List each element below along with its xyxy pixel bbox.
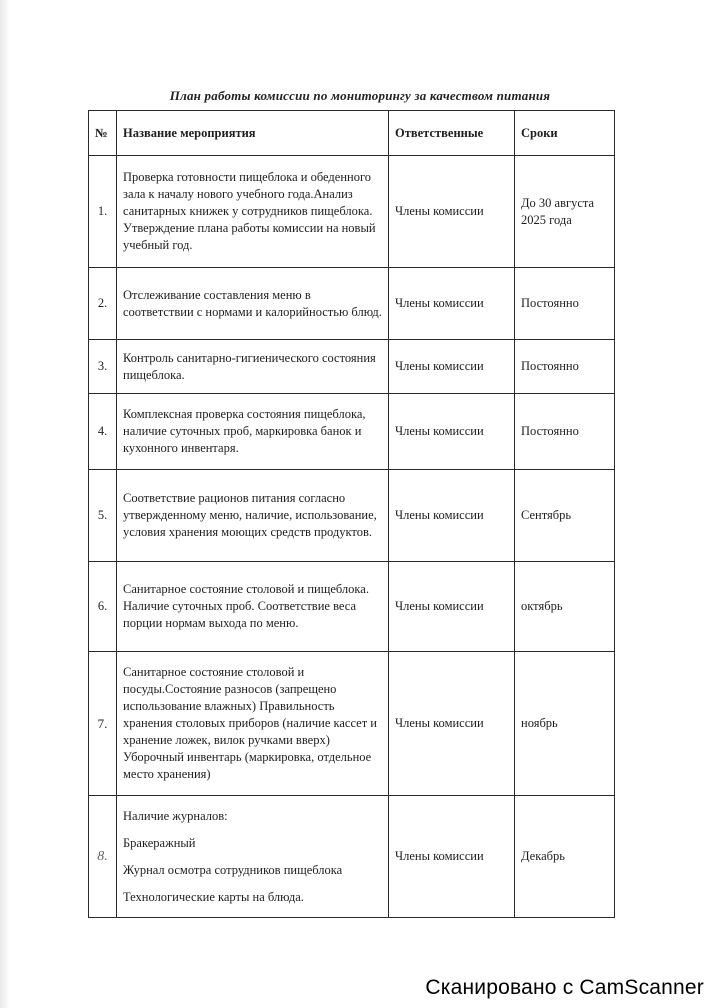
deadline: октябрь bbox=[515, 562, 615, 652]
table-row bbox=[89, 470, 615, 562]
responsible: Члены комиссии bbox=[389, 268, 515, 340]
deadline: ноябрь bbox=[515, 652, 615, 796]
table-row bbox=[89, 796, 615, 918]
deadline: Постоянно bbox=[515, 394, 615, 470]
table-row bbox=[89, 394, 615, 470]
row-number: 3. bbox=[89, 340, 117, 394]
responsible: Члены комиссии bbox=[389, 340, 515, 394]
event-name: Проверка готовности пищеблока и обеденного зала к началу нового учебного года.Анализ санитарных книжек у сотрудников пищеблока. Утверждение плана работы комиссии на новый учебный год. bbox=[117, 156, 389, 268]
journal-item: Бракеражный bbox=[123, 835, 196, 850]
deadline: Сентябрь bbox=[515, 470, 615, 562]
event-name: Соответствие рационов питания согласно утвержденному меню, наличие, использование, условия хранения моющих средств продуктов. bbox=[117, 470, 389, 562]
deadline: Постоянно bbox=[515, 340, 615, 394]
journal-item: Журнал осмотра сотрудников пищеблока bbox=[123, 862, 343, 877]
scan-edge-shadow bbox=[0, 0, 10, 1008]
header-deadline: Сроки bbox=[515, 111, 615, 156]
deadline: Декабрь bbox=[515, 796, 615, 918]
row-number: 8. bbox=[89, 796, 117, 918]
row-number: 5. bbox=[89, 470, 117, 562]
responsible: Члены комиссии bbox=[389, 796, 515, 918]
header-event-name: Название мероприятия bbox=[117, 111, 389, 156]
table-header-row bbox=[89, 111, 615, 156]
responsible: Члены комиссии bbox=[389, 156, 515, 268]
table-row bbox=[89, 268, 615, 340]
table-row bbox=[89, 562, 615, 652]
event-name: Санитарное состояние столовой и посуды.Состояние разносов (запрещено использование влажных) Правильность хранения столовых приборов (наличие кассет и хранение ложек, вилок ручками вверх) Уборочный инвентарь (маркировка, отдельное место хранения) bbox=[117, 652, 389, 796]
event-name-list bbox=[117, 796, 389, 918]
responsible: Члены комиссии bbox=[389, 394, 515, 470]
row-number: 6. bbox=[89, 562, 117, 652]
responsible: Члены комиссии bbox=[389, 470, 515, 562]
row-number: 1. bbox=[89, 156, 117, 268]
header-responsible: Ответственные bbox=[389, 111, 515, 156]
event-name: Контроль санитарно-гигиенического состояния пищеблока. bbox=[117, 340, 389, 394]
responsible: Члены комиссии bbox=[389, 562, 515, 652]
camscanner-watermark: Сканировано с CamScanner bbox=[425, 976, 704, 999]
table-row bbox=[89, 340, 615, 394]
event-name: Комплексная проверка состояния пищеблока, наличие суточных проб, маркировка банок и кухонного инвентаря. bbox=[117, 394, 389, 470]
table-row bbox=[89, 156, 615, 268]
row-number: 4. bbox=[89, 394, 117, 470]
event-name: Санитарное состояние столовой и пищеблока. Наличие суточных проб. Соответствие веса порции нормам выхода по меню. bbox=[117, 562, 389, 652]
header-number: № bbox=[89, 111, 117, 156]
document-title: План работы комиссии по мониторингу за качеством питания bbox=[169, 88, 551, 103]
table-row bbox=[89, 652, 615, 796]
journals-heading: Наличие журналов: bbox=[123, 808, 228, 823]
row-number: 2. bbox=[89, 268, 117, 340]
journal-item: Технологические карты на блюда. bbox=[123, 889, 304, 904]
responsible: Члены комиссии bbox=[389, 652, 515, 796]
plan-table bbox=[88, 110, 615, 918]
deadline: До 30 августа 2025 года bbox=[515, 156, 615, 268]
event-name: Отслеживание составления меню в соответствии с нормами и калорийностью блюд. bbox=[117, 268, 389, 340]
deadline: Постоянно bbox=[515, 268, 615, 340]
row-number: 7. bbox=[89, 652, 117, 796]
